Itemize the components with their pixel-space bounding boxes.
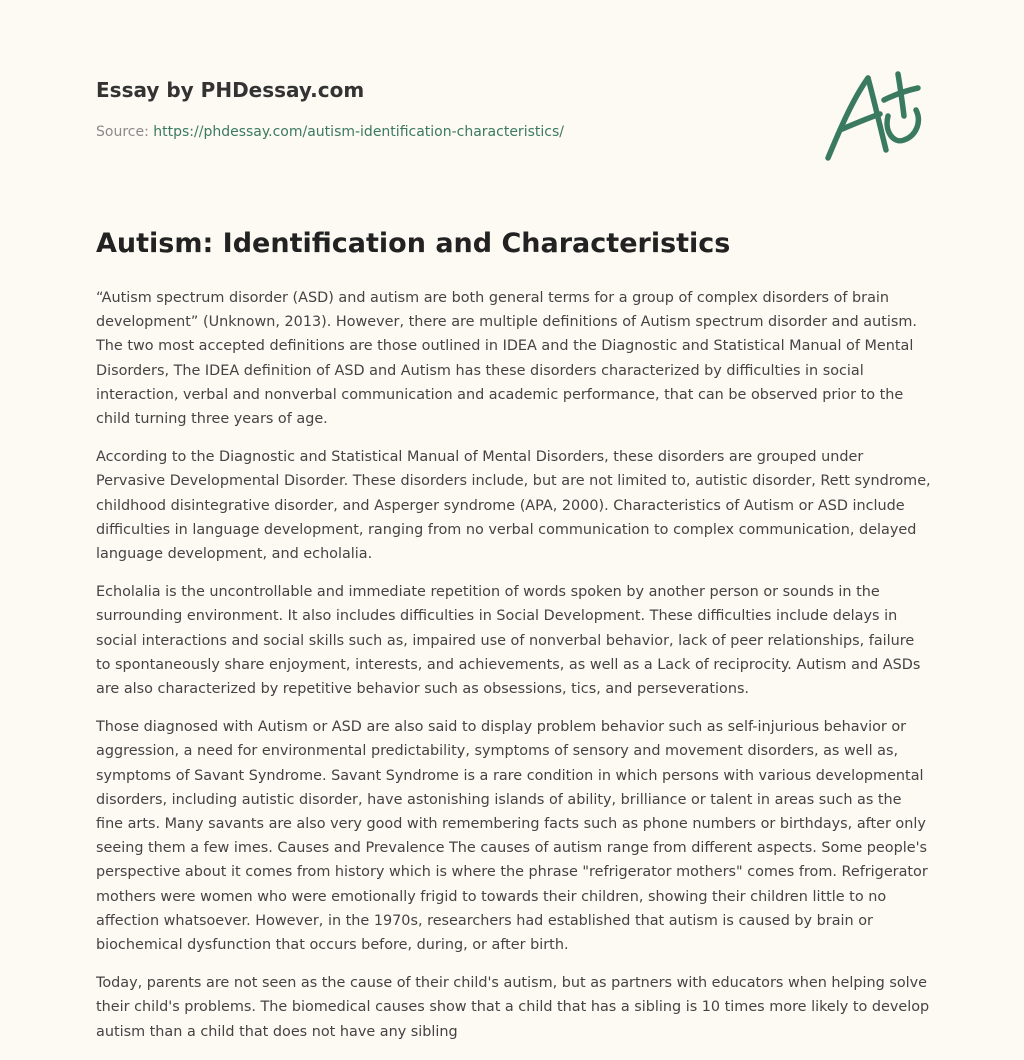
essay-paragraph: Those diagnosed with Autism or ASD are also said to display problem behavior such as self-injurious behavior or aggression, a need for environmental predictability, symptoms of sensory and movement disorders, as well as, symptoms of Savant Syndrome. Savant Syndrome is a rare condition in which persons with various developmental disorders, including autistic disorder, have astonishing islands of ability, brilliance or talent in areas such as the fine arts. Many savants are also very good with remembering facts such as phone numbers or birthdays, after only seeing them a few imes. Causes and Prevalence The causes of autism range from different aspects. Some people's perspective about it comes from history which is where the phrase "refrigerator mothers" comes from. Refrigerator mothers were women who were emotionally frigid to towards their children, showing their children little to no affection whatsoever. However, in the 1970s, researchers had established that autism is caused by brain or biochemical dysfunction that occurs before, during, or after birth. (96, 719, 928, 954)
essay-paragraph: Echolalia is the uncontrollable and immediate repetition of words spoken by another person or sounds in the surrounding environment. It also includes difficulties in Social Development. These difficulties include delays in social interactions and social skills such as, impaired use of nonverbal behavior, lack of peer relationships, failure to spontaneously share enjoyment, interests, and achievements, as well as a Lack of reciprocity. Autism and ASDs are also characterized by repetitive behavior such as obsessions, tics, and perseverations. (96, 584, 921, 698)
a-plus-grade-icon (824, 66, 928, 166)
essay-paragraph: Today, parents are not seen as the cause of their child's autism, but as partners with educators when helping solve their child's problems. The biomedical causes show that a child that has a sibling is 10 times more likely to develop autism than a child that does not have any sibling (96, 975, 930, 1040)
page-header (96, 0, 936, 200)
essay-title: Autism: Identification and Characteristics (96, 228, 731, 259)
essay-paragraph: “Autism spectrum disorder (ASD) and autism are both general terms for a group of complex disorders of brain development” (Unknown, 2013). However, there are multiple definitions of Autism spectrum disorder and autism. The two most accepted definitions are those outlined in IDEA and the Diagnostic and Statistical Manual of Mental Disorders, The IDEA definition of ASD and Autism has these disorders characterized by difficulties in social interaction, verbal and nonverbal communication and academic performance, that can be observed prior to the child turning three years of age. (96, 290, 917, 428)
brand-title: Essay by PHDessay.com (96, 78, 365, 102)
essay-body (96, 286, 932, 1058)
source-line (96, 124, 564, 140)
source-link[interactable]: https://phdessay.com/autism-identification-characteristics/ (153, 124, 564, 140)
source-label: Source: (96, 124, 149, 140)
essay-paragraph: According to the Diagnostic and Statistical Manual of Mental Disorders, these disorders are grouped under Pervasive Developmental Disorder. These disorders include, but are not limited to, autistic disorder, Rett syndrome, childhood disintegrative disorder, and Asperger syndrome (APA, 2000). Characteristics of Autism or ASD include difficulties in language development, ranging from no verbal communication to complex communication, delayed language development, and echolalia. (96, 449, 931, 563)
